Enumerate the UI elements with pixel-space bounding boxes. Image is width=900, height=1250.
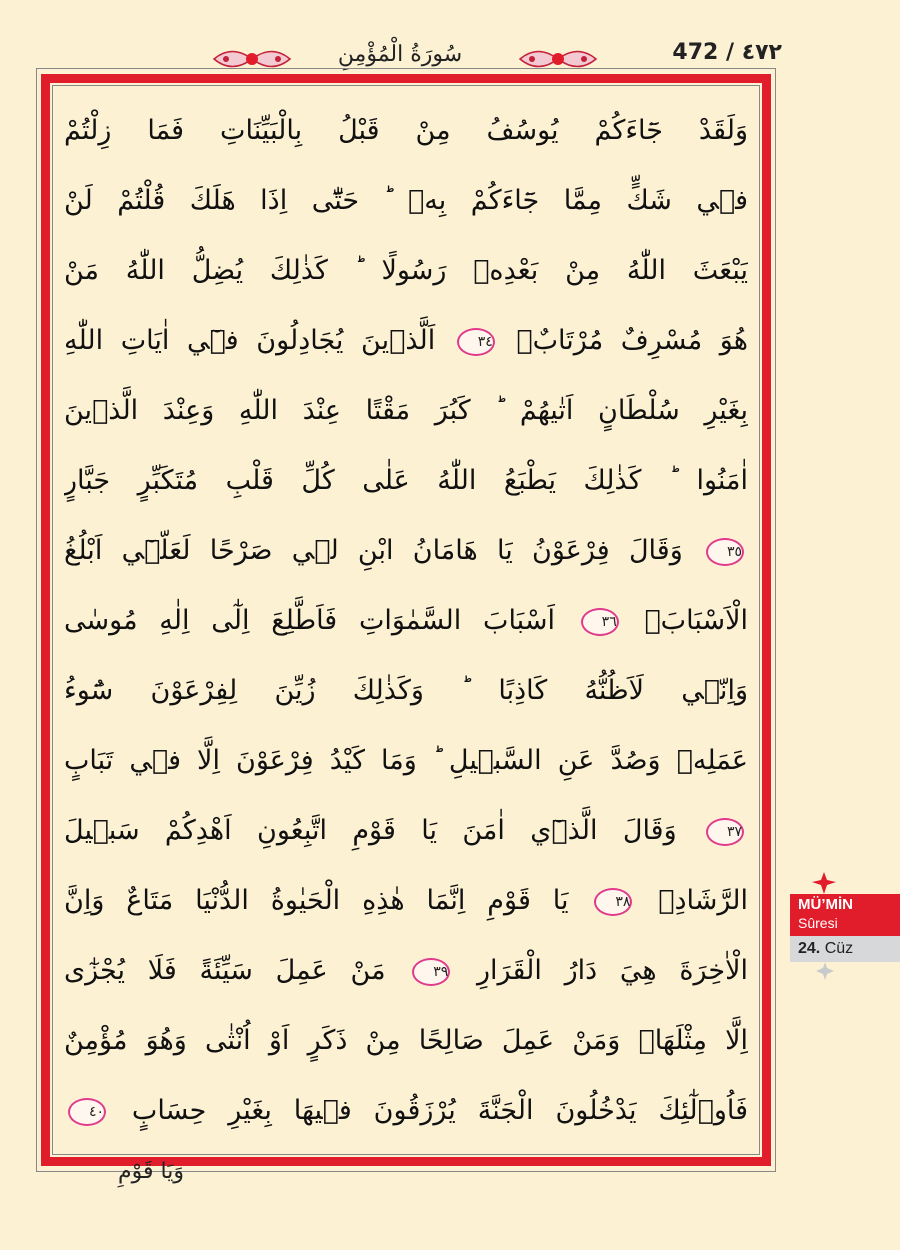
ayah-end-rosette-icon: ٣٤ xyxy=(457,328,495,356)
text-line: فَاُو۬لٰٓئِكَ يَدْخُلُونَ الْجَنَّةَ يُرْزَقُونَ ف۪يهَا بِغَيْرِ حِسَابٍ ٤٠ xyxy=(64,1076,748,1146)
text-line: اٰمَنُوا ؕ كَذٰلِكَ يَطْبَعُ اللّٰهُ عَلٰى كُلِّ قَلْبِ مُتَكَبِّرٍ جَبَّارٍ xyxy=(64,465,748,496)
text-line: بِغَيْرِ سُلْطَانٍ اَتٰيهُمْ ؕ كَبُرَ مَقْتًا عِنْدَ اللّٰهِ وَعِنْدَ الَّذ۪ينَ xyxy=(64,395,748,426)
quran-text-area xyxy=(64,96,748,1146)
page-number: 472 / ٤٧٢ xyxy=(672,40,782,65)
text-line: هُوَ مُسْرِفٌ مُرْتَابٌۚ ٣٤ اَلَّذ۪ينَ يُجَادِلُونَ ف۪ٓي اٰيَاتِ اللّٰهِ xyxy=(64,325,748,356)
text-line: ٣٥ وَقَالَ فِرْعَوْنُ يَا هَامَانُ ابْنِ ل۪ي صَرْحًا لَعَلّ۪ٓي اَبْلُغُ xyxy=(64,535,742,566)
ayah-end-rosette-icon: ٣٦ xyxy=(581,608,619,636)
juz-label: Cüz xyxy=(824,940,854,957)
surah-side-tab[interactable] xyxy=(790,872,900,982)
catchword: وَيَا قَوْمِ xyxy=(118,1159,184,1184)
text-line: عَمَلِه۪ وَصُدَّ عَنِ السَّب۪يلِ ؕ وَمَا كَيْدُ فِرْعَوْنَ اِلَّا ف۪ي تَبَابٍ xyxy=(64,745,748,776)
text-line: وَاِنّ۪ي لَاَظُنُّهُ كَاذِبًا ؕ وَكَذٰلِكَ زُيِّنَ لِفِرْعَوْنَ سُٓوءُ xyxy=(64,675,748,706)
fleur-ornament-icon xyxy=(812,872,836,894)
text-line: ٣٧ وَقَالَ الَّذ۪ٓي اٰمَنَ يَا قَوْمِ اتَّبِعُونِ اَهْدِكُمْ سَب۪يلَ xyxy=(64,815,742,846)
juz-tab[interactable] xyxy=(790,936,900,962)
fleur-ornament-icon xyxy=(816,962,834,980)
ayah-end-rosette-icon: ٣٧ xyxy=(706,818,744,846)
ayah-end-rosette-icon: ٣٥ xyxy=(706,538,744,566)
text-line: الرَّشَادِۚ ٣٨ يَا قَوْمِ اِنَّمَا هٰذِهِ الْحَيٰوةُ الدُّنْيَا مَتَاعٌ وَاِنَّ xyxy=(64,885,748,916)
surah-tab-label: Sûresi xyxy=(798,915,838,931)
text-line: الْاَسْبَابَۙ ٣٦ اَسْبَابَ السَّمٰوَاتِ فَاَطَّلِعَ اِلٰٓى اِلٰهِ مُوسٰى xyxy=(64,605,748,636)
ayah-end-rosette-icon: ٤٠ xyxy=(68,1098,106,1126)
text-line: الْاٰخِرَةَ هِيَ دَارُ الْقَرَارِ ٣٩ مَنْ عَمِلَ سَيِّئَةً فَلَا يُجْزٰٓى xyxy=(64,955,748,986)
surah-title: سُورَةُ الْمُؤْمِنِ xyxy=(337,42,463,67)
surah-tab-name: MÜ’MİN xyxy=(798,896,853,913)
ayah-end-rosette-icon: ٣٨ xyxy=(594,888,632,916)
text-line: اِلَّا مِثْلَهَاۚ وَمَنْ عَمِلَ صَالِحًا مِنْ ذَكَرٍ اَوْ اُنْثٰى وَهُوَ مُؤْمِنٌ xyxy=(64,1025,748,1056)
surah-tab[interactable] xyxy=(790,894,900,936)
juz-number: 24. xyxy=(798,940,821,957)
text-line: يَبْعَثَ اللّٰهُ مِنْ بَعْدِه۪ رَسُولًا ؕ كَذٰلِكَ يُضِلُّ اللّٰهُ مَنْ xyxy=(64,255,748,286)
text-line: وَلَقَدْ جَٓاءَكُمْ يُوسُفُ مِنْ قَبْلُ بِالْبَيِّنَاتِ فَمَا زِلْتُمْ xyxy=(64,115,748,146)
text-line: ف۪ي شَكٍّ مِمَّا جَٓاءَكُمْ بِه۪ ؕ حَتّٰٓى اِذَا هَلَكَ قُلْتُمْ لَنْ xyxy=(64,185,748,216)
ayah-end-rosette-icon: ٣٩ xyxy=(412,958,450,986)
